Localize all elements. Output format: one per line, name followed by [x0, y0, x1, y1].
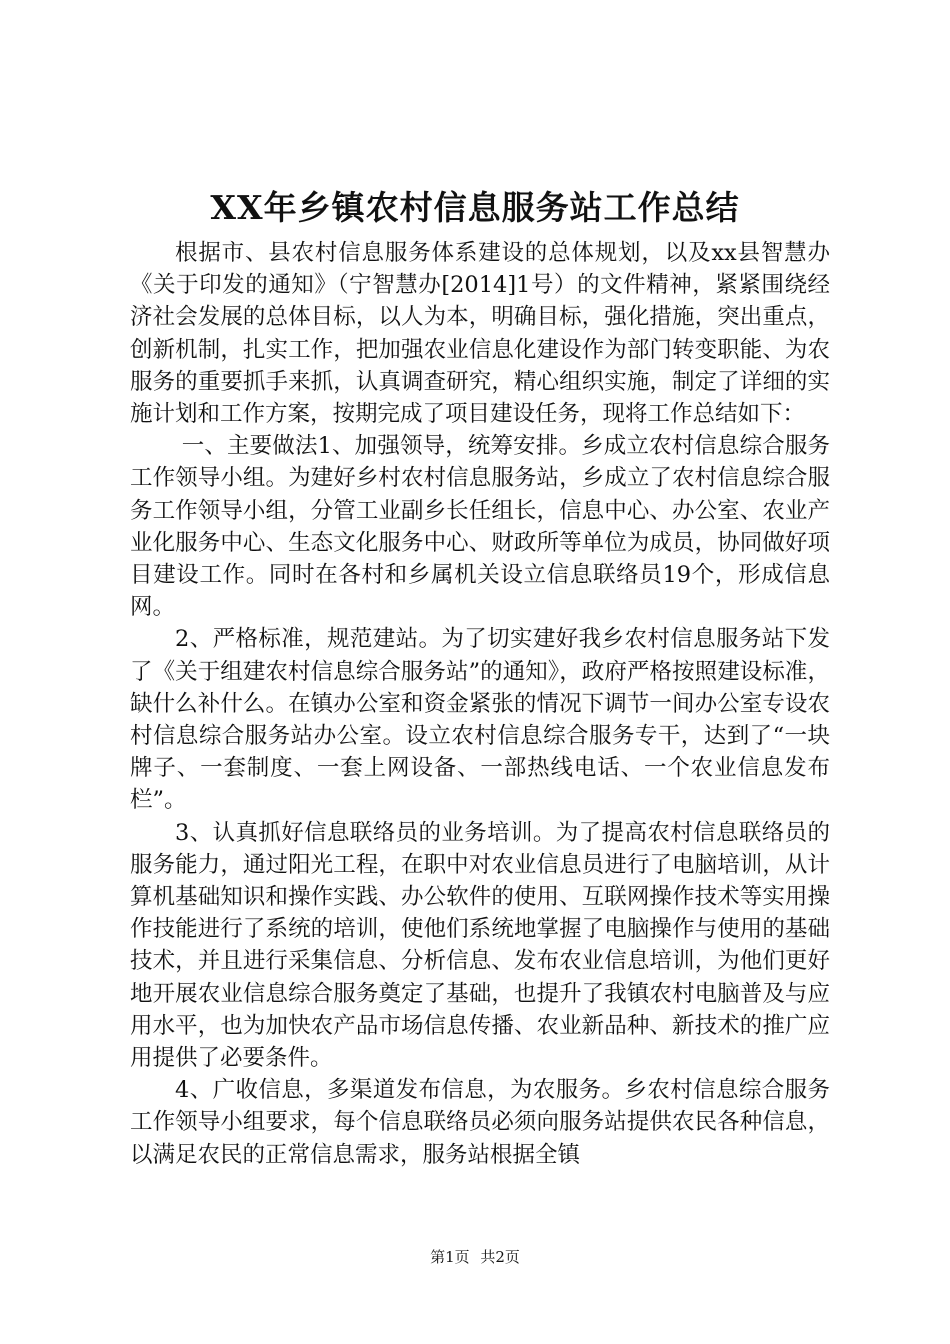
page-footer: [0, 1246, 950, 1268]
document-body: [130, 237, 830, 1171]
paragraph-information: 4、广收信息，多渠道发布信息，为农服务。乡农村信息综合服务工作领导小组要求，每个信息联络员必须向服务站提供农民各种信息，以满足农民的正常信息需求，服务站根据全镇: [130, 1077, 830, 1168]
page-number-total: 共2页: [480, 1248, 520, 1266]
paragraph-standards: 2、严格标准，规范建站。为了切实建好我乡农村信息服务站下发了《关于组建农村信息综合服务站”的通知》，政府严格按照建设标准，缺什么补什么。在镇办公室和资金紧张的情况下调节一间办公室专设农村信息综合服务站办公室。设立农村信息综合服务专干，达到了“一块牌子、一套制度、一套上网设备、一部热线电话、一个农业信息发布栏”。: [130, 626, 830, 814]
document-title: XX年乡镇农村信息服务站工作总结: [210, 188, 740, 227]
paragraph-training: 3、认真抓好信息联络员的业务培训。为了提高农村信息联络员的服务能力，通过阳光工程，在职中对农业信息员进行了电脑培训，从计算机基础知识和操作实践、办公软件的使用、互联网操作技术等实用操作技能进行了系统的培训，使他们系统地掌握了电脑操作与使用的基础技术，并且进行采集信息、分析信息、发布农业信息培训，为他们更好地开展农业信息综合服务奠定了基础，也提升了我镇农村电脑普及与应用水平，也为加快农产品市场信息传播、农业新品种、新技术的推广应用提供了必要条件。: [130, 819, 830, 1072]
page-number-current: 第1页: [430, 1248, 470, 1266]
paragraph-main-approach: 一、主要做法1、加强领导，统筹安排。乡成立农村信息综合服务工作领导小组。为建好乡村农村信息服务站，乡成立了农村信息综合服务工作领导小组，分管工业副乡长任组长，信息中心、办公室、农业产业化服务中心、生态文化服务中心、财政所等单位为成员，协同做好项目建设工作。同时在各村和乡属机关设立信息联络员19个，形成信息网。: [130, 433, 830, 621]
paragraph-intro: 根据市、县农村信息服务体系建设的总体规划，以及xx县智慧办《关于印发的通知》（宁智慧办[2014]1号）的文件精神，紧紧围绕经济社会发展的总体目标，以人为本，明确目标，强化措施，突出重点，创新机制，扎实工作，把加强农业信息化建设作为部门转变职能、为农服务的重要抓手来抓，认真调查研究，精心组织实施，制定了详细的实施计划和工作方案，按期完成了项目建设任务，现将工作总结如下：: [130, 240, 830, 428]
